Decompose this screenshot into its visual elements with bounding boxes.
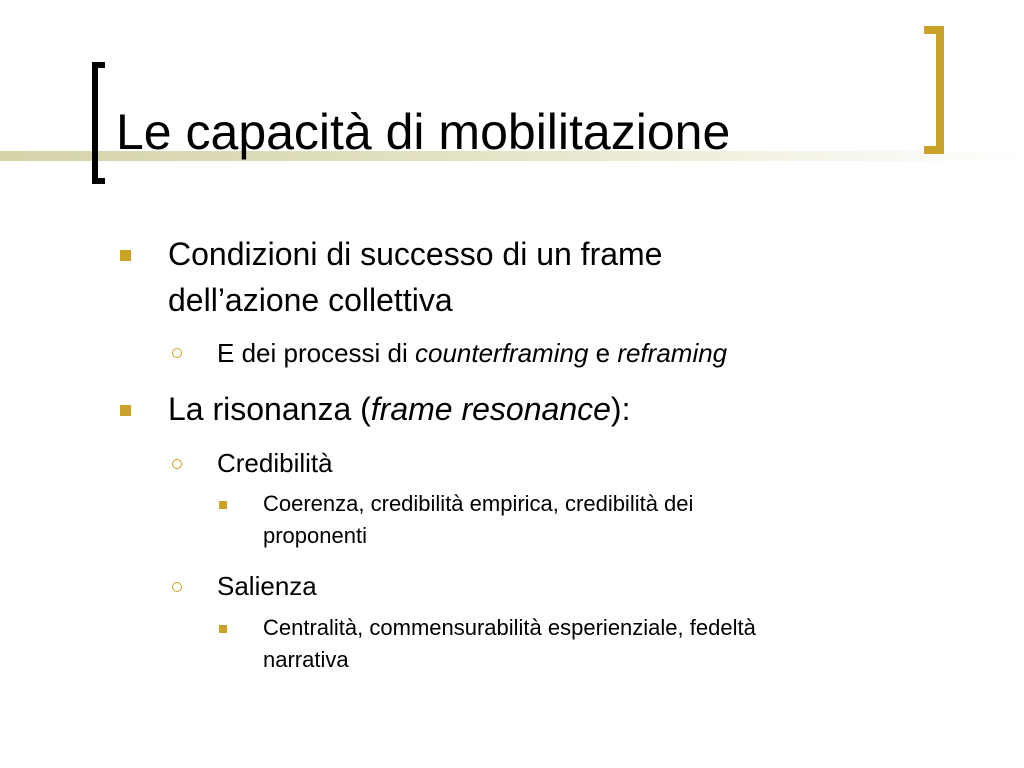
- subsubbullet-centralita: [263, 612, 756, 676]
- subsubbullet-coerenza-line2: proponenti: [263, 523, 367, 548]
- term-frame-resonance: frame resonance: [370, 391, 611, 427]
- subsubbullet-centralita-line2: narrativa: [263, 647, 349, 672]
- term-counterframing: counterframing: [414, 338, 589, 368]
- subbullet-processi-prefix: E dei processi di: [217, 338, 415, 368]
- bullet-condizioni-line2: dell’azione collettiva: [168, 282, 453, 318]
- hollow-circle-bullet-icon: [172, 459, 182, 469]
- term-reframing: reframing: [617, 338, 728, 368]
- bullet-condizioni: [168, 231, 662, 323]
- square-bullet-icon: [120, 405, 131, 416]
- square-bullet-icon: [120, 250, 131, 261]
- bullet-risonanza-suffix: ):: [610, 391, 631, 427]
- subsubbullet-coerenza: [263, 488, 693, 552]
- hollow-circle-bullet-icon: [172, 582, 182, 592]
- subsubbullet-centralita-line1: Centralità, commensurabilità esperienziale, fedeltà: [263, 615, 756, 640]
- hollow-circle-bullet-icon: [172, 348, 182, 358]
- subbullet-processi: [217, 336, 727, 370]
- subsubbullet-coerenza-line1: Coerenza, credibilità empirica, credibilità dei: [263, 491, 694, 516]
- small-square-bullet-icon: [219, 501, 227, 509]
- bullet-condizioni-line1: Condizioni di successo di un frame: [168, 236, 663, 272]
- small-square-bullet-icon: [219, 625, 227, 633]
- subbullet-salienza: Salienza: [217, 571, 317, 601]
- bullet-risonanza-prefix: La risonanza (: [168, 391, 371, 427]
- slide-title: Le capacità di mobilitazione: [116, 104, 731, 160]
- bullet-risonanza: [168, 386, 630, 432]
- subbullet-processi-middle: e: [588, 338, 618, 368]
- subbullet-credibilita: Credibilità: [217, 448, 333, 478]
